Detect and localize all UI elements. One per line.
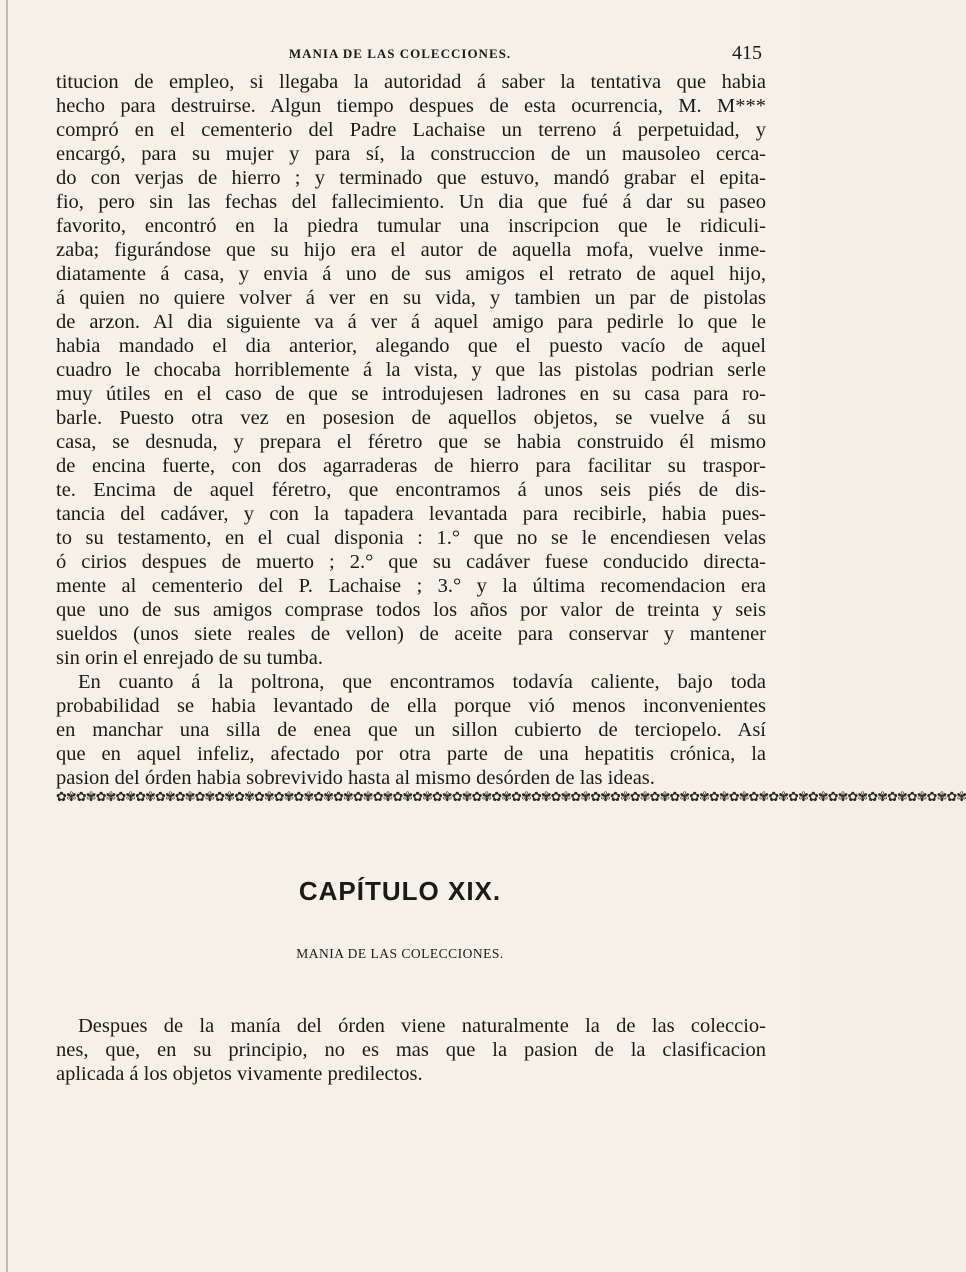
text-line: que uno de sus amigos comprase todos los años por valor de treinta y seis [56,599,766,621]
page-edge [6,0,8,1272]
page-number: 415 [732,42,762,64]
text-line: compró en el cementerio del Padre Lachaise un terreno á perpetuidad, y [56,119,766,141]
text-line: sin orin el enrejado de su tumba. [56,647,324,669]
text-line: tancia del cadáver, y con la tapadera levantada para recibirle, habia pues- [56,503,766,525]
text-line: to su testamento, en el cual disponia : 1.° que no se le encendiesen velas [56,527,766,549]
text-line: pasion del órden habia sobrevivido hasta al mismo desórden de las ideas. [56,767,655,789]
chapter-title: CAPÍTULO XIX. [298,876,502,906]
body-text [56,70,766,790]
text-line: muy útiles en el caso de que se introdujesen ladrones en su casa para ro- [56,383,766,405]
text-line: favorito, encontró en la piedra tumular una inscripcion que le ridiculi- [56,215,766,237]
text-line: de arzon. Al dia siguiente va á ver á aquel amigo para pedirle lo que le [56,311,766,333]
text-line: titucion de empleo, si llegaba la autoridad á saber la tentativa que habia [56,71,766,93]
text-line: te. Encima de aquel féretro, que encontramos á unos seis piés de dis- [56,479,766,501]
text-line: aplicada á los objetos vivamente predilectos. [56,1063,423,1085]
chapter-subtitle: MANIA DE LAS COLECCIONES. [296,946,504,961]
text-line: de encina fuerte, con dos agarraderas de hierro para facilitar su traspor- [56,455,766,477]
text-line: encargó, para su mujer y para sí, la construccion de un mausoleo cerca- [56,143,766,165]
text-line: nes, que, en su principio, no es mas que la pasion de la clasificacion [56,1039,766,1061]
text-line: ó cirios despues de muerto ; 2.° que su cadáver fuese conducido directa- [56,551,766,573]
text-line: Despues de la manía del órden viene naturalmente la de las coleccio- [78,1015,766,1037]
text-line: hecho para destruirse. Algun tiempo despues de esta ocurrencia, M. M*** [56,95,766,117]
text-line: probabilidad se habia levantado de ella porque vió menos inconvenientes [56,695,766,717]
text-line: cuadro le chocaba horriblemente á la vista, y que las pistolas podrian serle [56,359,766,381]
ornamental-divider: ✿✾✿✾✿✾✿✾✿✾✿✾✿✾✿✾✿✾✿✾✿✾✿✾✿✾✿✾✿✾✿✾✿✾✿✾✿✾✿✾✿✾✿✾✿✾✿✾✿✾✿✾✿✾✿✾✿✾✿✾✿✾✿✾✿✾✿✾✿✾✿✾✿✾✿✾✿✾✿✾✿✾✿✾✿✾✿✾✿✾✿✾ [56,790,966,805]
text-line: sueldos (unos siete reales de vellon) de aceite para conservar y mantener [56,623,766,645]
text-line: diatamente á casa, y envia á uno de sus amigos el retrato de aquel hijo, [56,263,766,285]
text-line: zaba; figurándose que su hijo era el autor de aquella mofa, vuelve inme- [56,239,766,261]
text-line: en manchar una silla de enea que un sillon cubierto de terciopelo. Así [56,719,766,741]
text-line: que en aquel infeliz, afectado por otra parte de una hepatitis crónica, la [56,743,766,765]
text-line: do con verjas de hierro ; y terminado que estuvo, mandó grabar el epita- [56,167,766,189]
text-line: En cuanto á la poltrona, que encontramos todavía caliente, bajo toda [78,671,766,693]
running-title: MANIA DE LAS COLECCIONES. [288,46,512,61]
text-line: casa, se desnuda, y prepara el féretro que se habia construido él mismo [56,431,766,453]
text-line: habia mandado el dia anterior, alegando que el puesto vacío de aquel [56,335,766,357]
text-line: barle. Puesto otra vez en posesion de aquellos objetos, se vuelve á su [56,407,766,429]
running-header [0,42,800,64]
text-line: fio, pero sin las fechas del fallecimiento. Un dia que fué á dar su paseo [56,191,766,213]
chapter-body-text [56,1014,766,1086]
text-line: mente al cementerio del P. Lachaise ; 3.° y la última recomendacion era [56,575,766,597]
text-line: á quien no quiere volver á ver en su vida, y tambien un par de pistolas [56,287,766,309]
